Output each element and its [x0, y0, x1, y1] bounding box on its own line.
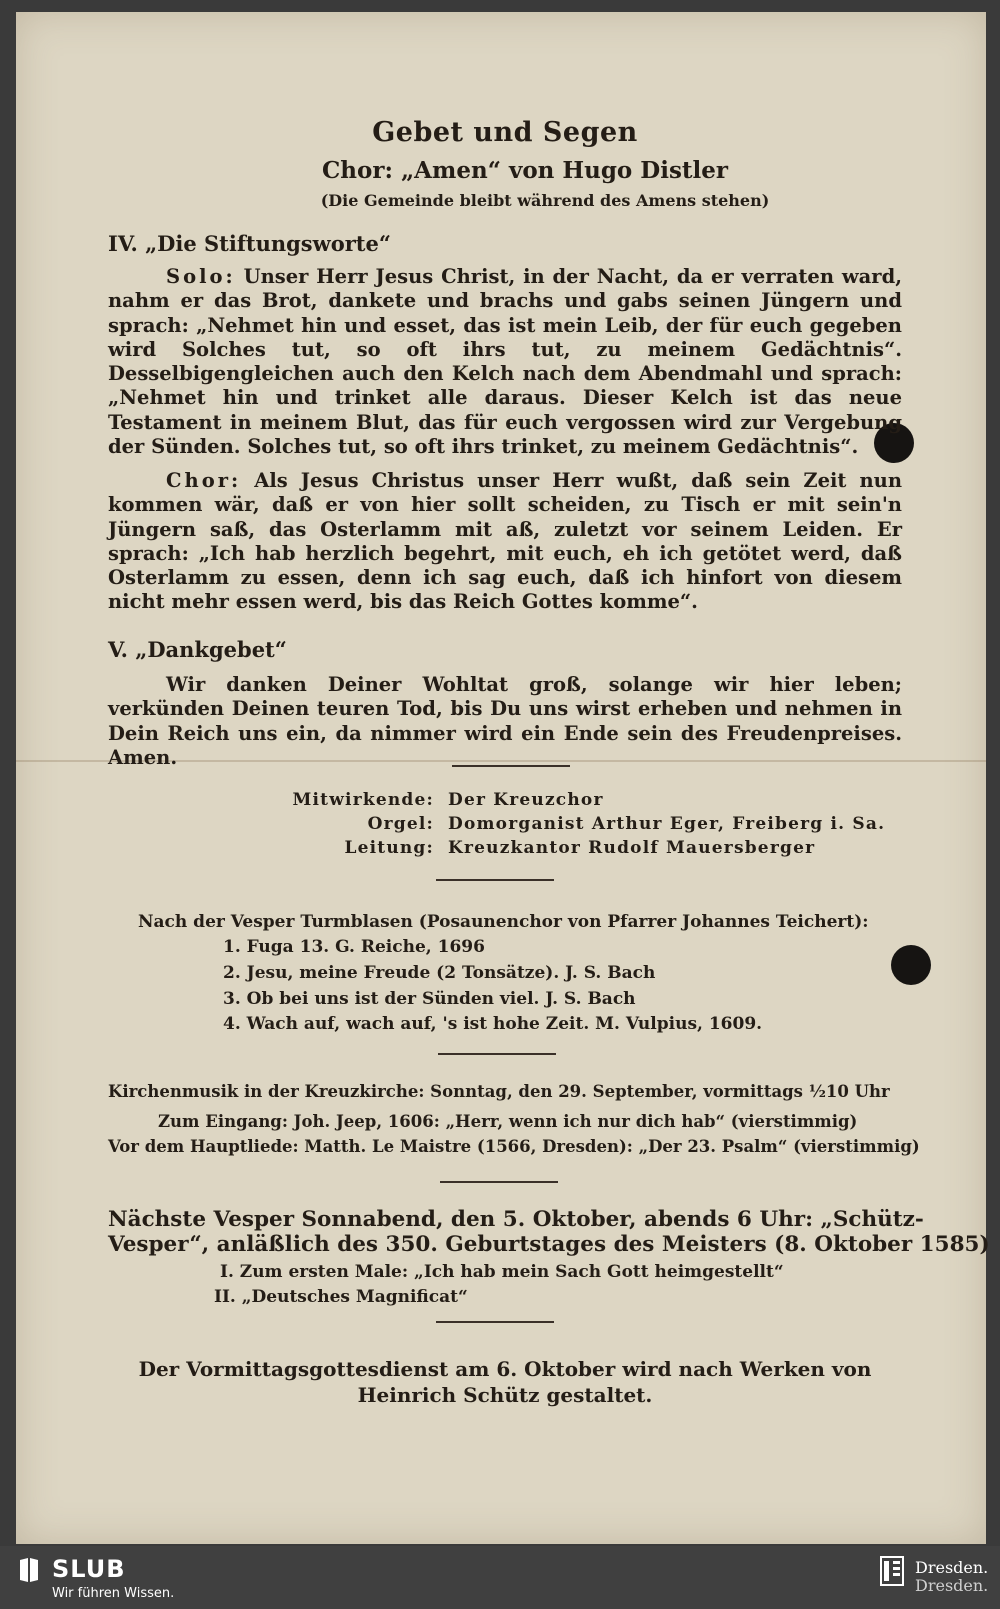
credit-label: Leitung: [344, 838, 434, 858]
kirchenmusik-eingang: Zum Eingang: Joh. Jeep, 1606: „Herr, wenn ich nur dich hab“ (vierstimmig) [158, 1112, 858, 1131]
list-item: 3. Ob bei uns ist der Sünden viel. J. S. Bach [223, 989, 636, 1009]
final-note-line2: Heinrich Schütz gestaltet. [357, 1383, 653, 1407]
section-v-heading: V. „Dankgebet“ [108, 637, 287, 662]
credit-value: Domorganist Arthur Eger, Freiberg i. Sa. [448, 814, 886, 834]
divider [436, 1321, 554, 1323]
chor-line: Chor: „Amen“ von Hugo Distler [321, 157, 729, 184]
naechste-vesper-line2: Vesper“, anläßlich des 350. Geburtstages des Meisters (8. Oktober 1585) [108, 1232, 990, 1257]
credit-row [108, 838, 902, 862]
document-page [16, 12, 990, 1544]
dresden-brand-reflection: Dresden. [915, 1576, 989, 1595]
section-iv-solo [108, 265, 902, 459]
dresden-crest-icon[interactable] [880, 1556, 904, 1586]
naechste-item: II. „Deutsches Magnificat“ [214, 1287, 468, 1307]
slub-brand[interactable]: SLUB [52, 1555, 126, 1583]
divider [436, 879, 554, 881]
credit-label: Orgel: [367, 814, 434, 834]
section-iv-heading: IV. „Die Stiftungsworte“ [108, 231, 391, 256]
solo-label: Solo: [166, 265, 236, 288]
punch-hole-bottom [891, 945, 931, 985]
divider [440, 1181, 558, 1183]
slub-tagline: Wir führen Wissen. [52, 1586, 175, 1601]
divider [452, 765, 570, 767]
turmblasen-intro: Nach der Vesper Turmblasen (Posaunenchor von Pfarrer Johannes Teichert): [138, 912, 869, 932]
kirchenmusik-hauptlied: Vor dem Hauptliede: Matth. Le Maistre (1566, Dresden): „Der 23. Psalm“ (vierstimmig) [108, 1137, 920, 1156]
naechste-vesper-line1: Nächste Vesper Sonnabend, den 5. Oktober, abends 6 Uhr: „Schütz- [108, 1207, 924, 1232]
list-item: 4. Wach auf, wach auf, 's ist hohe Zeit. M. Vulpius, 1609. [223, 1014, 763, 1034]
chor-text: Als Jesus Christus unser Herr wußt, daß sein Zeit nun kommen wär, daß er von hier sollt scheiden, zu Tisch er mit sein'n Jüngern saß, das Osterlamm mit aß, zuletzt vor seinem Leiden. Er sprach: „Ich hab herzlich begehrt, mit euch, eh ich getötet werd, daß Osterlamm zu essen, denn ich sag euch, daß ich hinfort von diesem nicht mehr essen werd, bis das Reich Gottes komme“. [108, 469, 902, 614]
credit-label: Mitwirkende: [292, 790, 434, 810]
section-iv-chor [108, 469, 902, 615]
page-title: Gebet und Segen [372, 117, 638, 148]
slub-book-icon[interactable] [18, 1556, 40, 1584]
solo-text: Unser Herr Jesus Christ, in der Nacht, da er verraten ward, nahm er das Brot, dankete und brachs und gabs seinen Jüngern und sprach: „Nehmet hin und esset, das ist mein Leib, der für euch gegeben wird Solches tut, so oft ihrs tut, zu meinem Gedächtnis“. Desselbigengleichen auch den Kelch nach dem Abendmahl und sprach: „Nehmet hin und trinket alle daraus. Dieser Kelch ist das neue Testament in meinem Blut, das für euch vergossen wird zur Vergebung der Sünden. Solches tut, so oft ihrs trinket, zu meinem Gedächtnis“. [108, 265, 902, 459]
credit-value: Der Kreuzchor [448, 790, 604, 810]
credit-value: Kreuzkantor Rudolf Mauersberger [448, 838, 816, 858]
divider [438, 1053, 556, 1055]
section-v-text: Wir danken Deiner Wohltat groß, solange wir hier leben; verkünden Deinen teuren Tod, bis Du uns wirst erheben und nehmen in Dein Reich uns ein, da nimmer wird ein Ende sein des Freudenpreises. Amen. [108, 673, 902, 769]
kirchenmusik-line: Kirchenmusik in der Kreuzkirche: Sonntag, den 29. September, vormittags ½10 Uhr [108, 1082, 890, 1101]
list-item: 1. Fuga 13. G. Reiche, 1696 [223, 937, 485, 957]
chor-label: Chor: [166, 469, 242, 492]
naechste-item: I. Zum ersten Male: „Ich hab mein Sach Gott heimgestellt“ [220, 1262, 784, 1282]
dresden-brand[interactable]: Dresden. [915, 1558, 989, 1577]
footer-bar [0, 1546, 1000, 1609]
chor-note: (Die Gemeinde bleibt während des Amens stehen) [320, 191, 770, 210]
credit-row [108, 814, 902, 838]
final-note-line1: Der Vormittagsgottesdienst am 6. Oktober wird nach Werken von [138, 1357, 872, 1381]
credit-row [108, 790, 902, 814]
list-item: 2. Jesu, meine Freude (2 Tonsätze). J. S. Bach [223, 963, 656, 983]
